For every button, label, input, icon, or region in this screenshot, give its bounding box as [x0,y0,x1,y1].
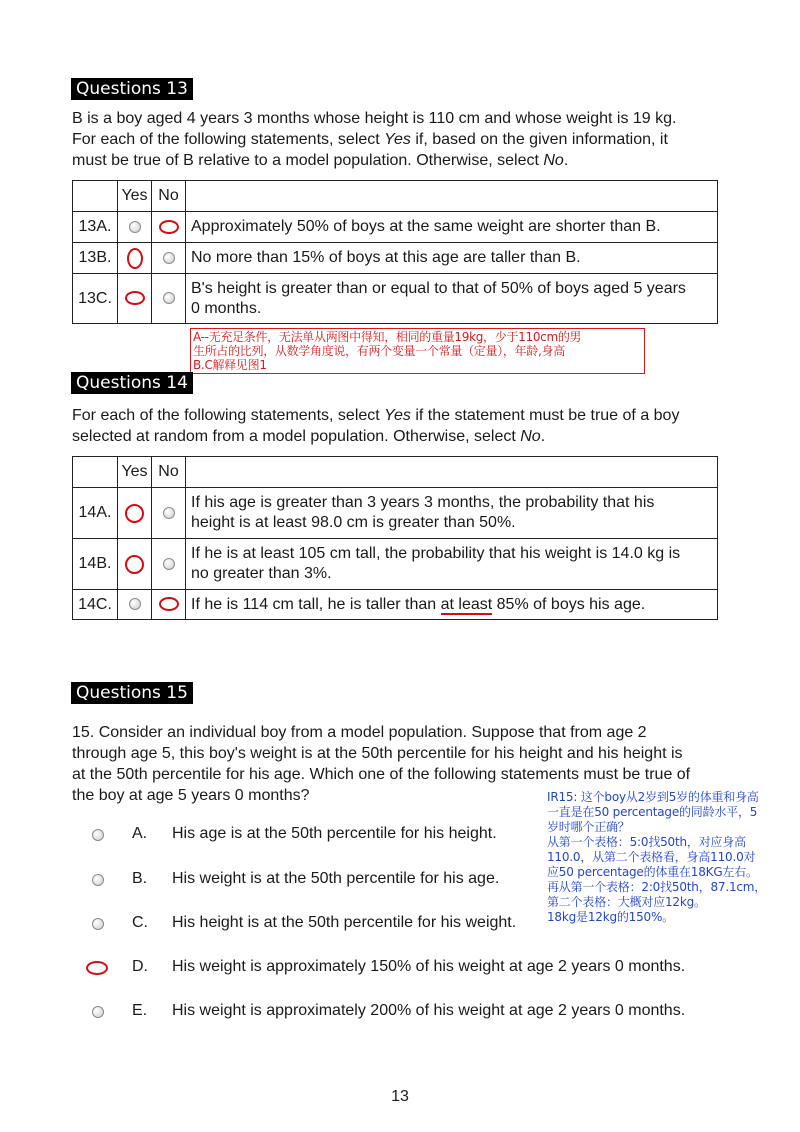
note-line: 从第一个表格：5:0找50th，对应身高 [547,835,746,849]
choice-c[interactable] [0,912,760,934]
question-14-header: Questions 14 [71,372,193,394]
question-14-intro [72,405,679,447]
yes-word: Yes [384,131,411,148]
note-line: 第二个表格：大概对应12kg。 [547,895,706,909]
radio-icon[interactable] [129,598,141,610]
radio-icon[interactable] [92,918,104,930]
statement-line: height is at least 98.0 cm is greater than 50%. [191,514,516,531]
choice-a[interactable] [0,823,760,845]
note-line: 一直是在50 percentage的同龄水平，5 [547,805,758,819]
statement-column-header [186,457,718,488]
row-id: 13A. [73,212,118,243]
table-row-14a [73,488,718,539]
intro-period: . [563,152,569,169]
red-circle-mark[interactable] [125,291,145,305]
row-id: 14A. [73,488,118,539]
radio-icon[interactable] [92,1006,104,1018]
row-id-header [73,457,118,488]
row-id: 13C. [73,274,118,324]
no-radio-13b[interactable] [152,243,186,274]
intro-text: For each of the following statements, select [72,407,380,424]
red-circle-mark[interactable] [159,597,179,611]
yes-column-header: Yes [118,181,152,212]
choice-b[interactable] [0,868,760,890]
red-circle-mark[interactable] [159,220,179,234]
red-circle-mark[interactable] [127,248,143,269]
table-row-13a [73,212,718,243]
statement-line: no greater than 3%. [191,565,332,582]
blue-annotation-note [547,790,787,925]
stem-line: at the 50th percentile for his age. Which one of the following statements must be true of [72,766,691,783]
question-15-header: Questions 15 [71,682,193,704]
choice-letter: E. [132,1002,148,1019]
underlined-at-least: at least [440,595,493,613]
choice-text: His weight is at the 50th percentile for his age. [172,870,500,887]
no-word: No [543,152,564,169]
note-line: 应50 percentage的体重在18KG左右。 [547,865,758,879]
yes-radio-14c[interactable] [118,590,152,620]
statement-line: If he is at least 105 cm tall, the probability that his weight is 14.0 kg is [191,545,681,562]
statement-column-header [186,181,718,212]
row-id: 14B. [73,539,118,590]
no-radio-14c[interactable] [152,590,186,620]
no-radio-13c[interactable] [152,274,186,324]
note-line: 再从第一个表格：2:0找50th，87.1cm， [547,880,767,894]
yes-radio-14a[interactable] [118,488,152,539]
statement-line: B's height is greater than or equal to that of 50% of boys aged 5 years [191,279,686,297]
statement-14c [186,590,718,620]
choice-text: His age is at the 50th percentile for his height. [172,825,497,842]
stem-line: 15. Consider an individual boy from a model population. Suppose that from age 2 [72,724,647,741]
table-header-row [73,457,718,488]
note-line: B.C解释见图1 [193,358,267,372]
yes-radio-13b[interactable] [118,243,152,274]
statement-line: 0 months. [191,299,262,317]
note-line: 110.0，从第二个表格看，身高110.0对 [547,850,756,864]
note-line: 生所占的比列，从数学角度说，有两个变量一个常量（定量），年龄,身高 [193,344,565,358]
choice-text: His height is at the 50th percentile for his weight. [172,914,517,931]
question-13-table [72,180,718,324]
choice-text: His weight is approximately 150% of his weight at age 2 years 0 months. [172,958,686,975]
intro-text: if, based on the given information, it [415,131,668,148]
radio-icon[interactable] [163,558,175,570]
stem-line: the boy at age 5 years 0 months? [72,787,310,804]
statement-text: 85% of boys his age. [496,595,646,613]
red-annotation-note [190,328,645,374]
radio-icon[interactable] [163,292,175,304]
radio-icon[interactable] [163,507,175,519]
statement-line: If his age is greater than 3 years 3 months, the probability that his [191,494,655,511]
radio-icon[interactable] [129,221,141,233]
row-id: 14C. [73,590,118,620]
page-number: 13 [391,1088,409,1105]
no-column-header: No [152,181,186,212]
no-radio-14b[interactable] [152,539,186,590]
intro-text: selected at random from a model population. Otherwise, select [72,428,516,445]
statement-14a [186,488,718,539]
note-line: A--无充足条件，无法单从两图中得知，相同的重量19kg，少于110cm的男 [193,330,582,344]
choice-text: His weight is approximately 200% of his weight at age 2 years 0 months. [172,1002,686,1019]
choice-e[interactable] [0,1000,760,1022]
yes-radio-13a[interactable] [118,212,152,243]
red-circle-mark[interactable] [86,961,108,975]
table-row-13b [73,243,718,274]
intro-period: . [540,428,546,445]
note-line: IR15: 这个boy从2岁到5岁的体重和身高 [547,790,759,804]
statement-13b: No more than 15% of boys at this age are taller than B. [186,243,718,274]
statement-14b [186,539,718,590]
no-radio-14a[interactable] [152,488,186,539]
red-circle-mark[interactable] [125,504,144,523]
radio-icon[interactable] [92,874,104,886]
statement-13a: Approximately 50% of boys at the same weight are shorter than B. [186,212,718,243]
choice-letter: A. [132,825,148,842]
no-column-header: No [152,457,186,488]
choice-letter: D. [132,958,148,975]
yes-word: Yes [384,407,411,424]
intro-line: B is a boy aged 4 years 3 months whose height is 110 cm and whose weight is 19 kg. [72,110,677,127]
table-row-14b [73,539,718,590]
note-line: 18kg是12kg的150%。 [547,910,674,924]
yes-radio-13c[interactable] [118,274,152,324]
question-13-intro [72,108,677,171]
intro-text: if the statement must be true of a boy [415,407,680,424]
statement-text: If he is 114 cm tall, he is taller than [191,595,437,613]
question-14-table [72,456,718,620]
row-id: 13B. [73,243,118,274]
table-row-13c [73,274,718,324]
yes-column-header: Yes [118,457,152,488]
intro-text: must be true of B relative to a model population. Otherwise, select [72,152,539,169]
question-13-header: Questions 13 [71,78,193,100]
intro-text: For each of the following statements, select [72,131,380,148]
statement-13c [186,274,718,324]
stem-line: through age 5, this boy's weight is at the 50th percentile for his height and his height is [72,745,683,762]
no-radio-13a[interactable] [152,212,186,243]
table-header-row [73,181,718,212]
row-id-header [73,181,118,212]
note-line: 岁时哪个正确？ [547,820,630,834]
table-row-14c [73,590,718,620]
red-circle-mark[interactable] [125,555,144,574]
choice-letter: C. [132,914,148,931]
yes-radio-14b[interactable] [118,539,152,590]
radio-icon[interactable] [163,252,175,264]
no-word: No [520,428,541,445]
radio-icon[interactable] [92,829,104,841]
choice-letter: B. [132,870,148,887]
choice-d[interactable] [0,956,760,978]
